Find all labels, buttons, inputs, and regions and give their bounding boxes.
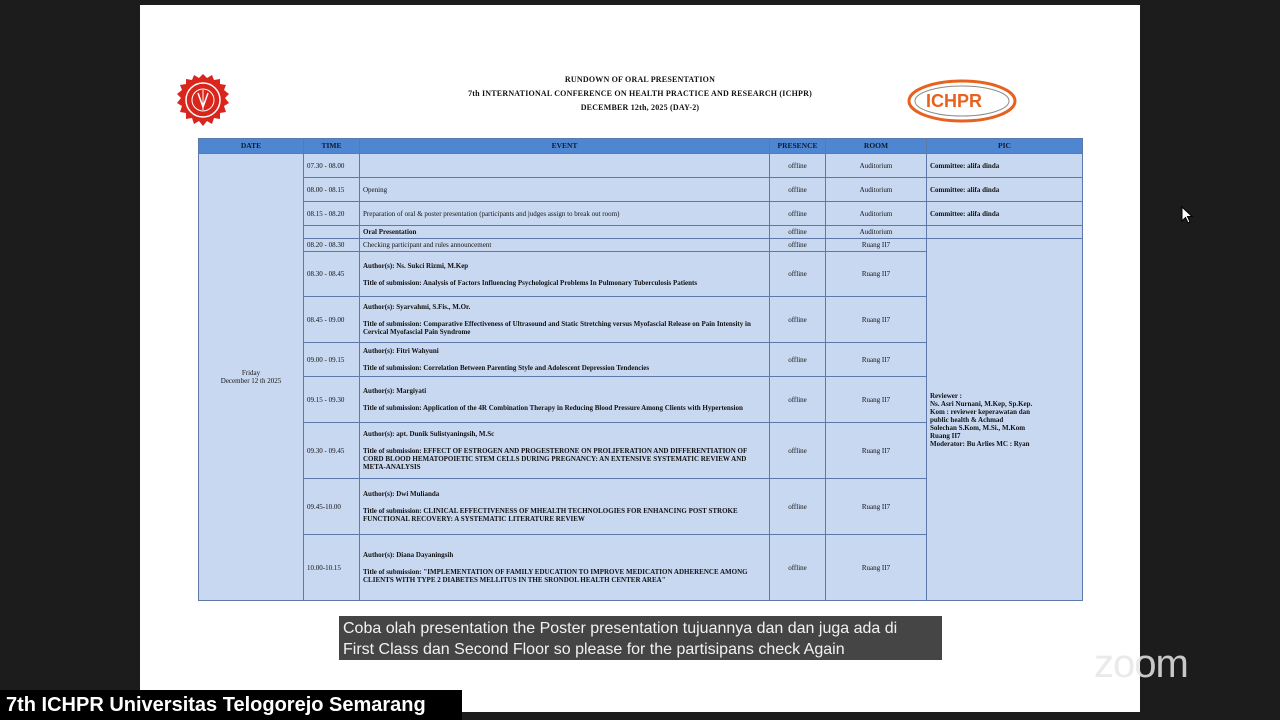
col-time: TIME: [304, 139, 360, 154]
zoom-watermark: zoom: [1094, 642, 1188, 686]
table-row: 09.45-10.00 Author(s): Dwi Mulianda Title of submission: CLINICAL EFFECTIVENESS OF MHEALTH TECHNOLOGIES FOR ENHANCING POST STROKE FUNCTIONAL RECOVERY: A SYSTEMATIC LITERATURE REVIEW offline Ruang II7: [199, 479, 1083, 535]
table-header-row: [199, 139, 1083, 154]
col-presence: PRESENCE: [770, 139, 826, 154]
logo-text: ICHPR: [926, 91, 983, 111]
live-caption: Coba olah presentation the Poster presentation tujuannya dan dan juga ada di First Class dan Second Floor so please for the partisipans check Again: [339, 616, 942, 660]
conference-name: 7th INTERNATIONAL CONFERENCE ON HEALTH PRACTICE AND RESEARCH (ICHPR): [468, 89, 812, 98]
pic-committee: Committee: alifa dinda: [927, 202, 1083, 226]
col-date: DATE: [199, 139, 304, 154]
table-row: 08.30 - 08.45 Author(s): Ns. Sukci Rizmi, M.Kep Title of submission: Analysis of Factors Influencing Psychological Problems In Pulmonary Tuberculosis Patients offline Ruang II7: [199, 252, 1083, 297]
university-seal-icon: [176, 73, 230, 127]
table-row: 09.00 - 09.15 Author(s): Fitri Wahyuni Title of submission: Correlation Between Parenting Style and Adolescent Depression Tendencies offline Ruang II7: [199, 343, 1083, 377]
conference-date: DECEMBER 12th, 2025 (DAY-2): [580, 103, 700, 112]
table-row: 09.15 - 09.30 Author(s): Margiyati Title of submission: Application of the 4R Combination Therapy in Reducing Blood Pressure Among Clients with Hypertension offline Ruang II7: [199, 377, 1083, 423]
table-row: 08.45 - 09.00 Author(s): Syarvahmi, S.Fis., M.Or. Title of submission: Comparative Effectiveness of Ultrasound and Static Stretching versus Myofascial Release on Pain Intensity in Cervical Myofascial Pain Syndrome offline Ruang II7: [199, 297, 1083, 343]
table-row: 08.15 - 08.20 Preparation of oral & poster presentation (participants and judges assign to break out room) offline Auditorium Committee: alifa dinda: [199, 202, 1083, 226]
participant-name-tag: 7th ICHPR Universitas Telogorejo Semarang: [0, 690, 462, 720]
col-event: EVENT: [360, 139, 770, 154]
table-row: 10.00-10.15 Author(s): Diana Dayaningsih Title of submission: "IMPLEMENTATION OF FAMILY EDUCATION TO IMPROVE MEDICATION ADHERENCE AMONG CLIENTS WITH TYPE 2 DIABETES MELLITUS IN THE SRONDOL HEALTH CENTER AREA" offline Ruang II7: [199, 535, 1083, 601]
col-room: ROOM: [826, 139, 927, 154]
rundown-title: RUNDOWN OF ORAL PRESENTATION: [564, 75, 716, 84]
pic-committee: Committee: alifa dinda: [927, 178, 1083, 202]
date-cell: Friday December 12 th 2025: [199, 154, 304, 601]
ichpr-logo-icon: [906, 76, 1018, 126]
mouse-pointer-icon: [1181, 206, 1193, 224]
rundown-table: [198, 138, 1083, 601]
table-row: 08.20 - 08.30 Checking participant and rules announcement offline Ruang II7 Reviewer : Ns. Asri Nurnani, M.Kep, Sp.Kep. Kom : reviewer keperawatan dan public health & Achmad Solechan S.Kom, M.Si., M.Kom Ruang II7 Moderator: Bu Arlies MC : Ryan: [199, 239, 1083, 252]
pic-committee: Committee: alifa dinda: [927, 154, 1083, 178]
table-row: 08.00 - 08.15 Opening offline Auditorium Committee: alifa dinda: [199, 178, 1083, 202]
col-pic: PIC: [927, 139, 1083, 154]
table-row: Oral Presentation offline Auditorium: [199, 226, 1083, 239]
table-row: Friday December 12 th 2025 07.30 - 08.00 offline Auditorium Committee: alifa dinda: [199, 154, 1083, 178]
table-row: 09.30 - 09.45 Author(s): apt. Dunik Sulistyaningsih, M.Sc Title of submission: EFFECT OF ESTROGEN AND PROGESTERONE ON PROLIFERATION AND DIFFERENTIATION OF CORD BLOOD HEMATOPOIETIC STEM CELLS DURING PREGNANCY: AN EXTENSIVE SYSTEMATIC REVIEW AND META-ANALYSIS offline Ruang II7: [199, 423, 1083, 479]
pic-reviewer: Reviewer : Ns. Asri Nurnani, M.Kep, Sp.Kep. Kom : reviewer keperawatan dan public health & Achmad Solechan S.Kom, M.Si., M.Kom Ruang II7 Moderator: Bu Arlies MC : Ryan: [927, 239, 1083, 601]
